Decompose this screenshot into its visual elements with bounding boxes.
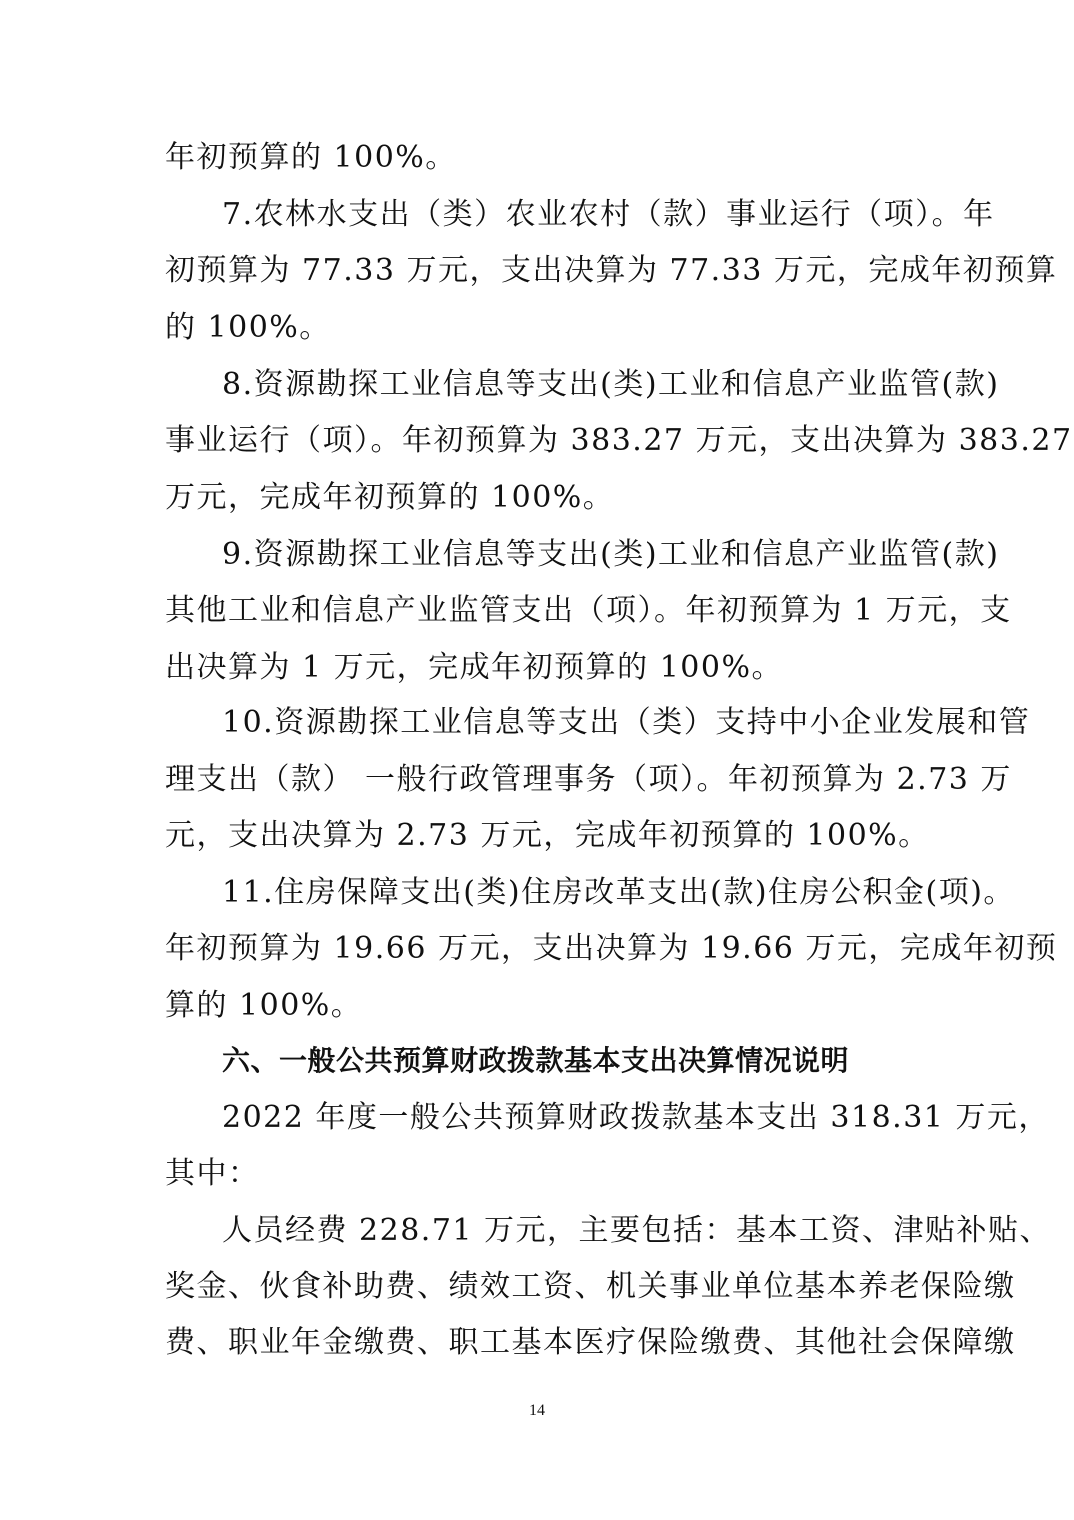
- paragraph-line: 费、职业年金缴费、职工基本医疗保险缴费、其他社会保障缴: [165, 1325, 1016, 1360]
- paragraph-line: 算的 100%。: [165, 988, 363, 1023]
- paragraph-line: 2022 年度一般公共预算财政拨款基本支出 318.31 万元，: [222, 1100, 1050, 1135]
- paragraph-line: 人员经费 228.71 万元，主要包括：基本工资、津贴补贴、: [222, 1213, 1052, 1248]
- page-number: 14: [529, 1402, 545, 1419]
- paragraph-line: 万元，完成年初预算的 100%。: [165, 480, 615, 515]
- paragraph-line: 事业运行（项）。年初预算为 383.27 万元，支出决算为 383.27: [165, 423, 1073, 458]
- section-heading: 六、一般公共预算财政拨款基本支出决算情况说明: [222, 1044, 850, 1077]
- paragraph-line: 奖金、伙食补助费、绩效工资、机关事业单位基本养老保险缴: [165, 1269, 1016, 1304]
- paragraph-line: 理支出（款） 一般行政管理事务（项）。年初预算为 2.73 万: [165, 762, 1012, 797]
- paragraph-line: 初预算为 77.33 万元，支出决算为 77.33 万元，完成年初预算: [165, 253, 1058, 288]
- paragraph-line: 出决算为 1 万元，完成年初预算的 100%。: [165, 650, 783, 685]
- paragraph-line: 元，支出决算为 2.73 万元，完成年初预算的 100%。: [165, 818, 930, 853]
- paragraph-line: 其他工业和信息产业监管支出（项）。年初预算为 1 万元，支: [165, 593, 1012, 628]
- paragraph-line-item-10: 10.资源勘探工业信息等支出（类）支持中小企业发展和管: [222, 705, 1031, 740]
- paragraph-line: 其中：: [165, 1156, 260, 1191]
- paragraph-line-item-7: 7.农林水支出（类）农业农村（款）事业运行（项）。年: [222, 197, 995, 232]
- paragraph-line: 年初预算为 19.66 万元，支出决算为 19.66 万元，完成年初预: [165, 931, 1058, 966]
- paragraph-line: 的 100%。: [165, 310, 331, 345]
- paragraph-line-item-11: 11.住房保障支出(类)住房改革支出(款)住房公积金(项)。: [222, 875, 1015, 910]
- paragraph-line: 年初预算的 100%。: [165, 140, 457, 175]
- paragraph-line-item-9: 9.资源勘探工业信息等支出(类)工业和信息产业监管(款): [222, 537, 1000, 572]
- paragraph-line-item-8: 8.资源勘探工业信息等支出(类)工业和信息产业监管(款): [222, 367, 1000, 402]
